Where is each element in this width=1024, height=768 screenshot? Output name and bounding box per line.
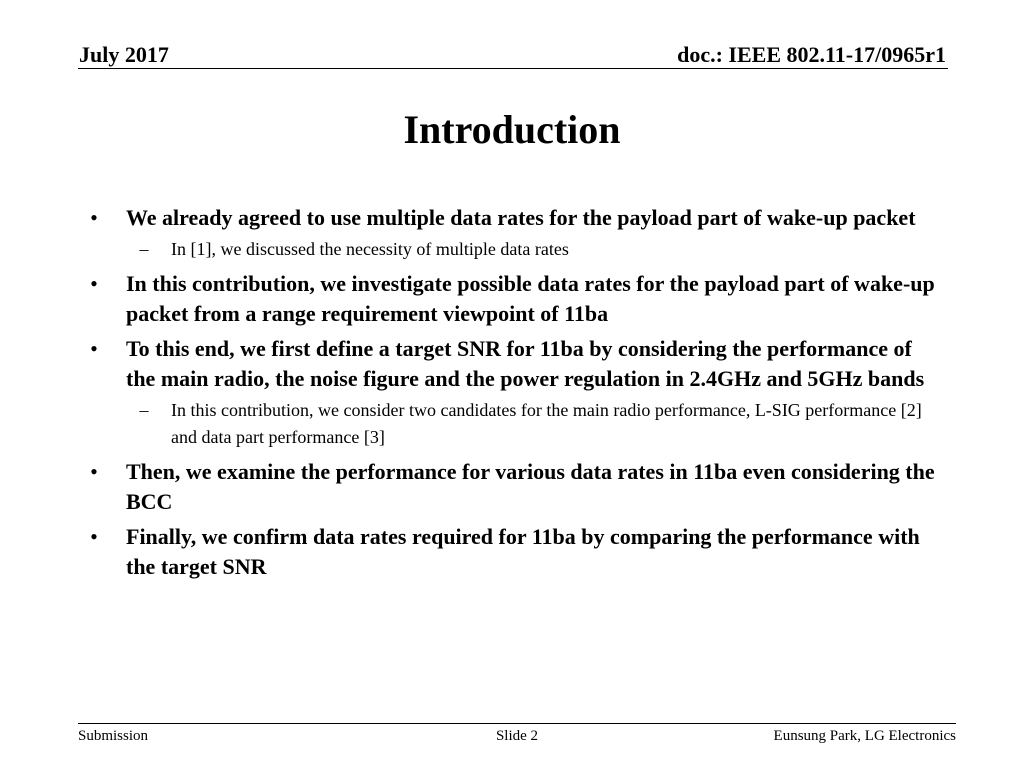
- header-date: July 2017: [79, 42, 169, 67]
- bullet-text: We already agreed to use multiple data rates for the payload part of wake-up packet: [126, 205, 916, 230]
- bullet-item: [84, 203, 944, 233]
- bullet-text: To this end, we first define a target SNR for 11ba by considering the performance of the main radio, the noise figure and the power regulation in 2.4GHz and 5GHz bands: [126, 336, 925, 391]
- bullet-marker: •: [90, 271, 98, 296]
- sub-bullet-marker: –: [139, 239, 149, 259]
- sub-bullet-text: In this contribution, we consider two candidates for the main radio performance, L-SIG performance [2] and data part performance [3]: [171, 400, 922, 447]
- bullet-marker: •: [90, 205, 98, 230]
- bullet-text: Then, we examine the performance for various data rates in 11ba even considering the BCC: [126, 459, 935, 514]
- sub-bullet-text: In [1], we discussed the necessity of multiple data rates: [171, 239, 569, 259]
- bullet-marker: •: [90, 459, 98, 484]
- bullet-item: [84, 457, 944, 517]
- bullet-item: [84, 334, 944, 394]
- bullet-item: [84, 522, 944, 582]
- slide-title: Introduction: [403, 107, 621, 152]
- sub-bullet-item: [84, 236, 944, 263]
- footer-slide-number: Slide 2: [495, 728, 539, 744]
- bullet-marker: •: [90, 524, 98, 549]
- footer-submission: Submission: [78, 728, 149, 744]
- header-divider: [78, 68, 948, 69]
- header-doc-id: doc.: IEEE 802.11-17/0965r1: [677, 42, 946, 67]
- bullet-text: Finally, we confirm data rates required for 11ba by comparing the performance with the target SNR: [126, 524, 920, 579]
- bullet-marker: •: [90, 336, 98, 361]
- sub-bullet-marker: –: [139, 400, 149, 420]
- footer-author: Eunsung Park, LG Electronics: [773, 728, 956, 744]
- bullet-text: In this contribution, we investigate possible data rates for the payload part of wake-up packet from a range requirement viewpoint of 11ba: [126, 271, 935, 326]
- footer-divider: [78, 723, 956, 724]
- bullet-item: [84, 269, 944, 329]
- slide-body: [84, 203, 944, 587]
- sub-bullet-item: [84, 397, 944, 451]
